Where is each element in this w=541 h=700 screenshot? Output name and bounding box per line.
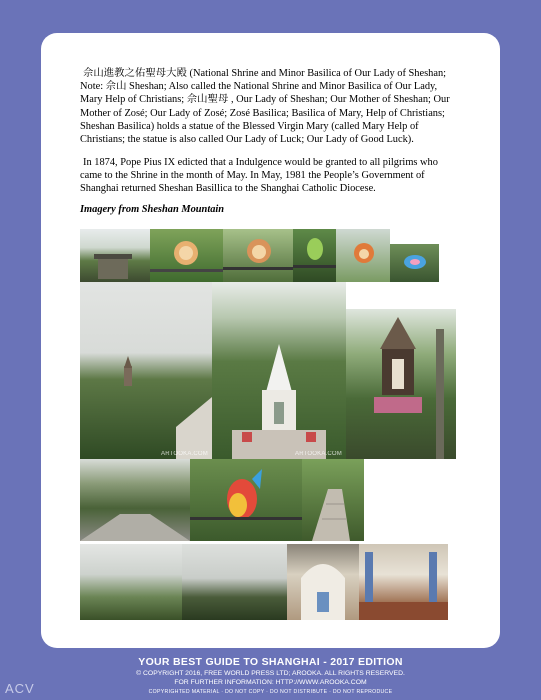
photo-gate-trees bbox=[80, 229, 150, 282]
photo-watermark: ARTOOKA.COM bbox=[295, 451, 342, 457]
footer-title: YOUR BEST GUIDE TO SHANGHAI - 2017 EDITION bbox=[138, 656, 403, 668]
photo-monkey-sign-2 bbox=[223, 229, 293, 282]
footer-notice: COPYRIGHTED MATERIAL · DO NOT COPY · DO NOT DISTRIBUTE · DO NOT REPRODUCE bbox=[148, 689, 393, 695]
photo-rooster-sign bbox=[190, 459, 302, 541]
photo-basilica-interior-1 bbox=[287, 544, 359, 620]
photo-forest-road bbox=[80, 459, 190, 541]
photo-stone-stairs bbox=[302, 459, 364, 541]
photo-monkey-sign-3 bbox=[336, 229, 390, 282]
photo-pavilion-shrine bbox=[346, 309, 456, 459]
photo-dragon-sign bbox=[293, 229, 336, 282]
photo-basilica-interior-2 bbox=[359, 544, 448, 620]
corner-mark: ACV bbox=[5, 681, 35, 696]
photo-tree-silhouette bbox=[182, 544, 287, 620]
photo-white-shrine bbox=[212, 282, 346, 459]
history-paragraph: In 1874, Pope Pius IX edicted that a Indulgence would be granted to all pilgrims who came to the Shrine in the month of May. In May, 1981 the People’s Government of Shanghai returned Sheshan Basillica to the Shanghai Catholic Diocese. bbox=[80, 157, 438, 195]
footer-info: FOR FURTHER INFORMATION: HTTP://WWW.AROOKA.COM bbox=[174, 679, 367, 686]
basilica-paragraph: 佘山進教之佑聖母大殿 (National Shrine and Minor Basilica of Our Lady of Sheshan; Note: 佘山 Sheshan; Also called the National Shrine and Minor Basilica of Our Lady, Mary Help of Christians; 佘山聖母 , Our Lady of Sheshan; Our Mother of Sheshan; Our Mother of Zosé; Our Lady of Zosé; Zosé Basilica; Basilica of Mary, Help of Christians; Sheshan Basilica) holds a statue of the Blessed Virgin Mary (called Mary Help of Christians; the statue is also called Our Lady of Luck; Our Lady of Good Luck). bbox=[80, 68, 450, 146]
section-title: Imagery from Sheshan Mountain bbox=[80, 204, 225, 215]
photo-watermark: ARTOOKA.COM bbox=[161, 451, 208, 457]
footer-copyright: © COPYRIGHT 2016, FREE WORLD PRESS LTD; AROOKA. ALL RIGHTS RESERVED. bbox=[136, 670, 405, 677]
photo-fish-sign bbox=[390, 244, 439, 282]
photo-hazy-city bbox=[80, 544, 182, 620]
photo-monkey-sign-1 bbox=[150, 229, 223, 282]
photo-hill-basilica bbox=[80, 282, 212, 459]
